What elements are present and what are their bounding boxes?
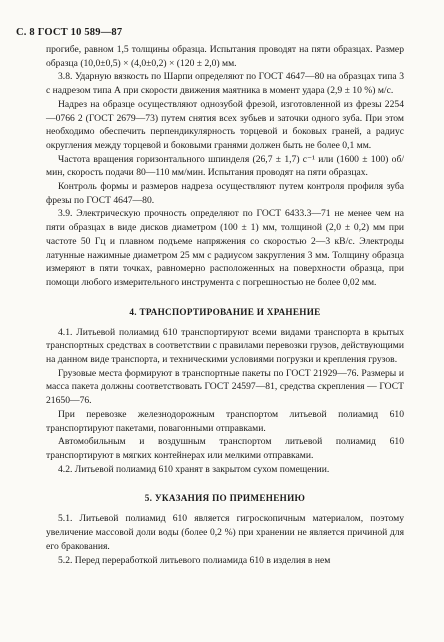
paragraph: 3.8. Ударную вязкость по Шарпи определяют по ГОСТ 4647—80 на образцах типа 3 с надрезом типа А при скорости движения маятника в момент удара (2,9 ± 10 %) м/с. xyxy=(46,71,404,97)
paragraph: Грузовые места формируют в транспортные пакеты по ГОСТ 21929—76. Размеры и масса пакета должны соответствовать ГОСТ 24597—81, средства скрепления — ГОСТ 21650—76. xyxy=(46,367,404,407)
paragraph: При перевозке железнодорожным транспортом литьевой полиамид 610 транспортируют пакетами, повагонными отправками. xyxy=(46,408,404,434)
paragraph: 5.2. Перед переработкой литьевого полиамида 610 в изделия в нем xyxy=(58,554,331,566)
section-title: 4. ТРАНСПОРТИРОВАНИЕ И ХРАНЕНИЕ xyxy=(129,306,321,317)
paragraph: 4.2. Литьевой полиамид 610 хранят в закрытом сухом помещении. xyxy=(58,463,330,475)
paragraph: Контроль формы и размеров надреза осуществляют путем контроля профиля зуба фрезы по ГОСТ 4647—80. xyxy=(46,181,404,206)
paragraph: 4.1. Литьевой полиамид 610 транспортируют всеми видами транспорта в крытых транспортных средствах в соответствии с правилами перевозки грузов, действующими на данном виде транспорта, и техническими условиями погрузки и крепления грузов. xyxy=(46,326,404,366)
paragraph: Автомобильным и воздушным транспортом литьевой полиамид 610 транспортируют в мягких контейнерах или мелкими отправками. xyxy=(46,436,404,461)
paragraph: 3.9. Электрическую прочность определяют по ГОСТ 6433.3—71 не менее чем на пяти образцах в виде дисков диаметром (100 ± 1) мм, толщиной (2,0 ± 0,2) мм при частоте 50 Гц и плавном подъеме напряжения со скоростью 2—3 кВ/с. Электроды латунные нажимные диаметром 25 мм с радиусом закругления 3 мм. Толщину образца измеряют в пяти точках, равномерно расположенных на поверхности образца, при помощи любого измерительного инструмента с погрешностью не более 0,02 мм. xyxy=(46,208,404,288)
paragraph: прогибе, равном 1,5 толщины образца. Испытания проводят на пяти образцах. Размер образца (10,0±0,5) × (4,0±0,2) × (120 ± 2,0) мм. xyxy=(46,44,404,69)
paragraph: Надрез на образце осуществляют однозубой фрезой, изготовленной из фрезы 2254—0766 2 (ГОСТ 2679—73) путем снятия всех зубьев и заточки одного зуба. При этом необходимо обеспечить перпендикулярность торцевой и боковых граней, а радиус округления между торцевой и боковыми гранями должен быть не более 0,1 мм. xyxy=(46,98,404,151)
paragraph: Частота вращения горизонтального шпинделя (26,7 ± 1,7) с⁻¹ или (1600 ± 100) об/мин, скорость подачи 80—110 мм/мин. Испытания проводят на пяти образцах. xyxy=(46,153,404,179)
page-header: С. 8 ГОСТ 10 589—87 xyxy=(16,27,123,38)
section-title: 5. УКАЗАНИЯ ПО ПРИМЕНЕНИЮ xyxy=(144,493,306,504)
paragraph: 5.1. Литьевой полиамид 610 является гигроскопичным материалом, поэтому увеличение массовой доли воды (более 0,2 %) при хранении не является причиной для его бракования. xyxy=(46,513,404,552)
